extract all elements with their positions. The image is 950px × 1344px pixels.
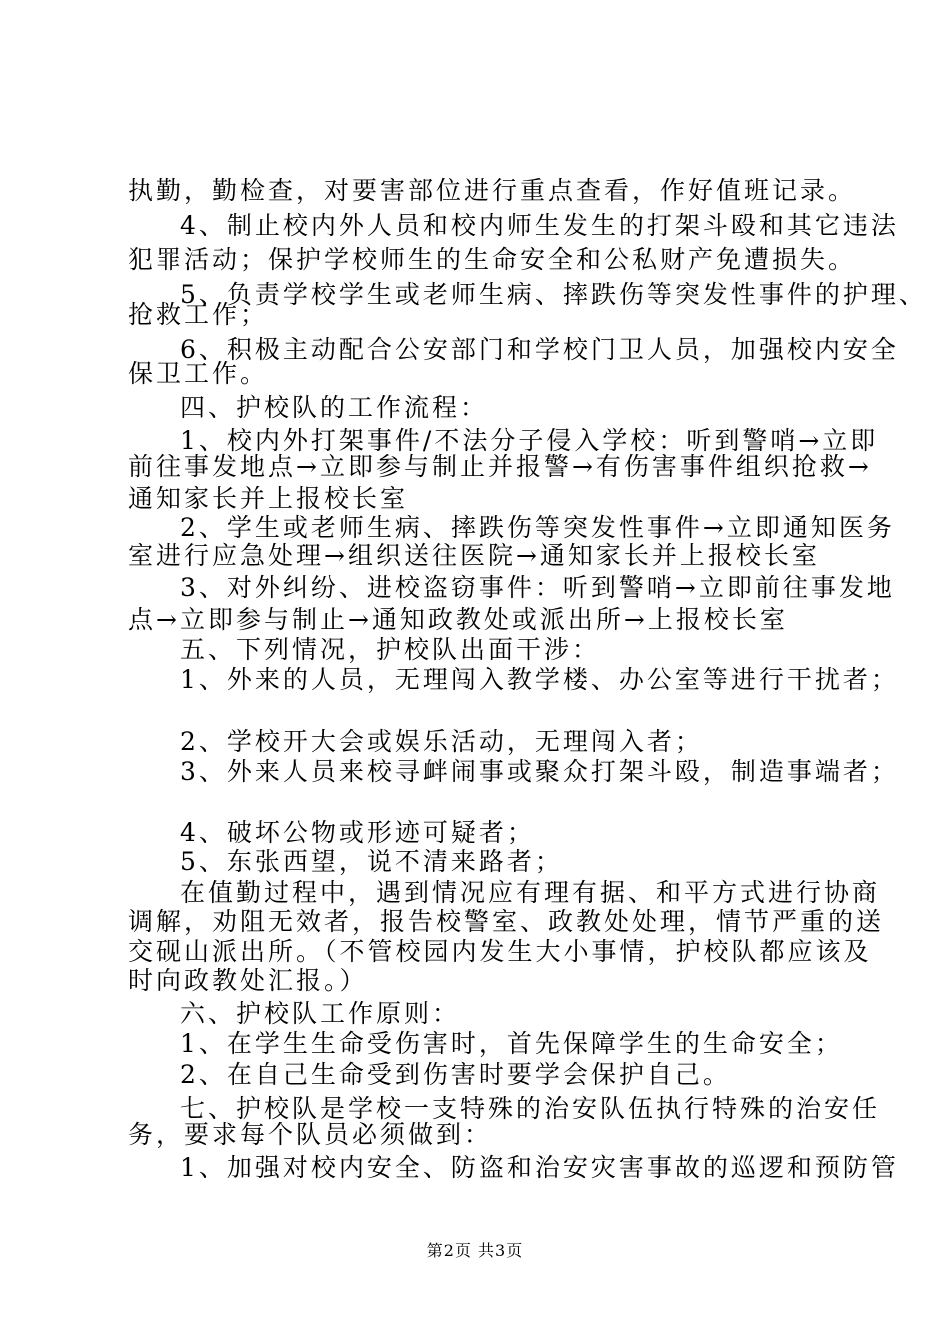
text-line: 5、东张西望，说不清来路者；: [180, 847, 563, 876]
text-line: 交砚山派出所。（不管校园内发生大小事情，护校队都应该及: [128, 937, 872, 966]
text-line: 5、负责学校学生或老师生病、摔跌伤等突发性事件的护理、: [180, 280, 927, 309]
text-line: 2、学校开大会或娱乐活动，无理闯入者；: [180, 727, 703, 756]
text-line: 1、在学生生命受伤害时，首先保障学生的生命安全；: [180, 1029, 843, 1058]
text-line: 室进行应急处理→组织送往医院→通知家长并上报校长室: [128, 541, 820, 570]
text-line: 调解，劝阻无效者，报告校警室、政教处处理，情节严重的送: [128, 907, 885, 936]
section-heading: 六、护校队工作原则：: [180, 999, 461, 1028]
text-line: 保卫工作。: [128, 359, 269, 388]
text-line: 2、在自己生命受到伤害时要学会保护自己。: [180, 1060, 731, 1089]
text-line: 6、积极主动配合公安部门和学校门卫人员，加强校内安全: [180, 335, 899, 364]
text-line: 时向政教处汇报。）: [128, 966, 368, 995]
text-line: 1、加强对校内安全、防盗和治安灾害事故的巡逻和预防管: [180, 1153, 899, 1182]
text-line: 前往事发地点→立即参与制止并报警→有伤害事件组织抢救→: [128, 452, 872, 481]
section-heading: 四、护校队的工作流程：: [180, 393, 489, 422]
text-line: 1、外来的人员，无理闯入教学楼、办公室等进行干扰者；: [180, 665, 899, 694]
text-line: 犯罪活动；保护学校师生的生命安全和公私财产免遭损失。: [128, 245, 857, 274]
text-line: 4、制止校内外人员和校内师生发生的打架斗殴和其它违法: [180, 211, 899, 240]
text-line: 通知家长并上报校长室: [128, 484, 409, 513]
text-line: 务，要求每个队员必须做到：: [128, 1120, 493, 1149]
text-line: 点→立即参与制止→通知政教处或派出所→上报校长室: [128, 605, 788, 634]
text-line: 2、学生或老师生病、摔跌伤等突发性事件→立即通知医务: [180, 513, 895, 542]
text-line: 4、破坏公物或形迹可疑者；: [180, 818, 535, 847]
page-number-footer: 第2页 共3页: [426, 1241, 524, 1260]
text-line: 3、对外纠纷、进校盗窃事件：听到警哨→立即前往事发地: [180, 573, 895, 602]
text-line: 抢救工作；: [128, 300, 269, 329]
text-line: 在值勤过程中，遇到情况应有理有据、和平方式进行协商: [180, 878, 881, 907]
section-heading: 七、护校队是学校一支特殊的治安队伍执行特殊的治安任: [180, 1094, 881, 1123]
text-line: 1、校内外打架事件/不法分子侵入学校：听到警哨→立即: [180, 426, 879, 455]
text-line: 执勤，勤检查，对要害部位进行重点查看，作好值班记录。: [128, 176, 857, 205]
section-heading: 五、下列情况，护校队出面干涉：: [180, 635, 601, 664]
text-line: 3、外来人员来校寻衅闹事或聚众打架斗殴，制造事端者；: [180, 757, 899, 786]
